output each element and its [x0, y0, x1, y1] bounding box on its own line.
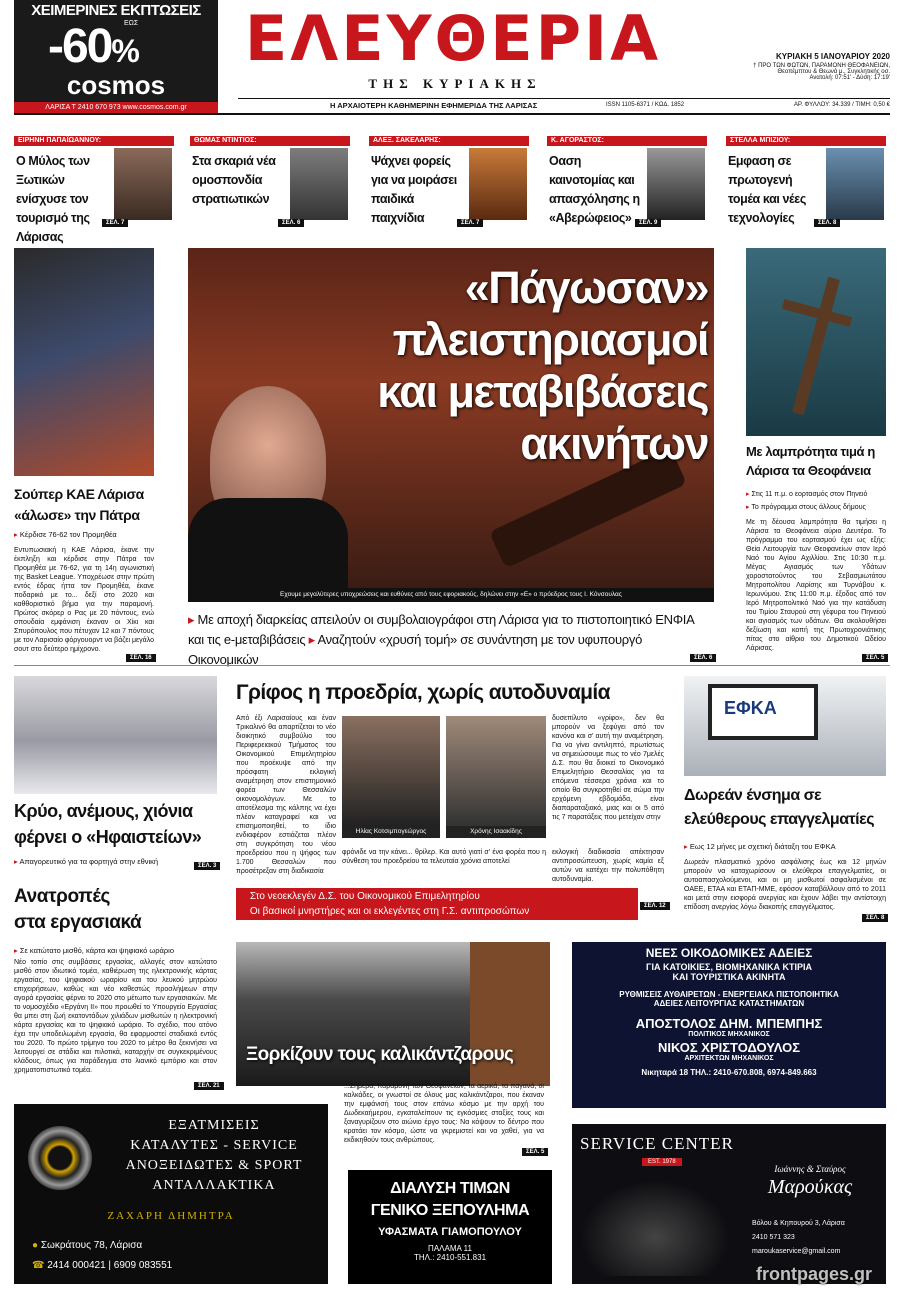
service-ad[interactable]: [572, 1124, 886, 1284]
main-headline-2: πλειστηριασμοί: [392, 314, 708, 365]
masthead-sun: Ανατολή: 07:51' - Δύση: 17:19': [809, 75, 890, 81]
parts-ad-text: [104, 1116, 324, 1196]
main-headline-4: ακινήτων: [520, 418, 708, 469]
right-story-body: Με τη δέουσα λαμπρότητα θα τιμήσει η Λάρισα τα Θεοφάνεια αύριο Δευτέρα. Το πρόγραμμα του εορτασμού έχει ως εξής: Θεία Λειτουργία των Θεοφανείων στον Ιερό Ναό του Αγίου Αχιλλίου. Στις 10:30 π.μ. Μέγας Αγιασμός των Υδάτων χοροστατούντος του Σεβασμιωτάτου Μητροπολίτου Λαρίσης και Τυρνάβου κ. Ιερωνύμου. Στις 11:00 π.μ. έξοδος από τον Ιερό Μητροπολιτικό Ναό για την κατάδυση του Τιμίου Σταυρού στη γέφυρα του Πηνειού και αγιασμός των υδάτων. Θα ακολουθήσει δεξίωση και κοπή της Πρωτοχρονιάτικης πίτας στο αίθριο του Δημοτικού Ωδείου Λάρισας.: [746, 519, 886, 652]
chamber-story-sel: ΣΕΛ. 12: [640, 902, 670, 910]
masthead-subtitle: ΤΗΣ ΚΥΡΙΑΚΗΣ: [368, 76, 542, 91]
main-headline: [300, 262, 708, 470]
fabric-ad-l1: ΔΙΑΛΥΣΗ ΤΙΜΩΝ: [390, 1180, 510, 1197]
tile-author: ΘΩΜΑΣ ΝΤΙΝΤΙΟΣ:: [190, 136, 350, 146]
chamber-strip-1: ▸ Στο νεοεκλεγέν Δ.Σ. του Οικονομικού Επιμελητηρίου: [242, 889, 632, 904]
main-story-sel: ΣΕΛ. 6: [690, 654, 716, 662]
top-tile-2[interactable]: [190, 136, 350, 228]
labour-title-2: στα εργασιακά: [14, 912, 142, 933]
efka-story-bullet: ▸ Εως 12 μήνες με σχετική διάταξη του ΕΦΚΑ: [684, 842, 836, 851]
top-tile-3[interactable]: [369, 136, 529, 228]
main-deck-3: ▸ Αναζητούν «χρυσή τομή» σε συνάντηση με τον υφυπουργό Οικονομικών: [188, 632, 642, 667]
fabric-ad[interactable]: [348, 1170, 552, 1284]
efka-story-title: Δωρεάν ένσημα σε ελεύθερους επαγγελματίες: [684, 787, 875, 828]
tile-title: Οαση καινοτομίας και απασχόλησης η «Αβερώφειος»: [549, 154, 640, 225]
section-rule-1: [14, 665, 890, 666]
chamber-person-1: Ηλίας Κοτσιμπογεώργος: [342, 826, 440, 838]
efka-story-sel: ΣΕΛ. 8: [862, 914, 888, 922]
snow-photo: [14, 676, 217, 794]
cosmos-ad-upto: ΕΩΣ: [124, 20, 139, 27]
service-ad-l1: SERVICE CENTER: [580, 1134, 734, 1153]
building-ad[interactable]: [572, 942, 886, 1108]
tile-photo: [469, 148, 527, 220]
tile-sel: ΣΕΛ. 6: [278, 219, 304, 227]
masthead-title: ΕΛΕΥΘΕΡΙΑ: [244, 2, 662, 75]
chamber-photo-2: [446, 716, 546, 826]
building-ad-r1: ΠΟΛΙΤΙΚΟΣ ΜΗΧΑΝΙΚΟΣ: [688, 1031, 770, 1038]
chamber-bottom-right: εκλογική διαδικασία απέκτησαν αντιπροσώπευση, χωρίς καμία εξ αυτών να κατέχει την πολυπόθητη αυτοδυναμία.: [552, 849, 664, 883]
tile-sel: ΣΕΛ. 8: [814, 219, 840, 227]
tile-title: Ο Μύλος των Ξωτικών ενίσχυσε τον τουρισμό της Λάρισας: [16, 154, 90, 244]
parts-ad-phone-row: [32, 1260, 172, 1271]
masthead-rule: [238, 98, 890, 99]
right-story-sel: ΣΕΛ. 5: [862, 654, 888, 662]
labour-story-title: [14, 884, 224, 936]
building-ad-l1: ΝΕΕΣ ΟΙΚΟΔΟΜΙΚΕΣ ΑΔΕΙΕΣ: [645, 946, 813, 960]
cross-vertical: [792, 277, 840, 415]
masthead-issn: ISSN 1105-6371 / ΚΩΔ. 1852: [606, 102, 685, 108]
left-story-bullet: ▸ Κέρδισε 76-62 τον Προμηθέα: [14, 530, 117, 539]
masthead-issue: ΑΡ. ΦΥΛΛΟΥ: 34.339 / ΤΙΜΗ: 0,50 €: [793, 102, 890, 108]
masthead-date: ΚΥΡΙΑΚΗ 5 ΙΑΝΟΥΑΡΙΟΥ 2020: [776, 52, 890, 61]
frontpages-watermark: frontpages.gr: [756, 1264, 873, 1284]
labour-story-bullet: ▸ Σε κατώτατο μισθό, κάρτα και ψηφιακό ωράριο: [14, 946, 174, 955]
chamber-photo-1: [342, 716, 440, 826]
parts-ad[interactable]: [14, 1104, 328, 1284]
chamber-strip-2: ▸ Οι βασικοί μνηστήρες και οι εκλεγέντες στη Γ.Σ. αντιπροσώπων: [242, 904, 632, 919]
masthead-tagline: Η ΑΡΧΑΙΟΤΕΡΗ ΚΑΘΗΜΕΡΙΝΗ ΕΦΗΜΕΡΙΔΑ ΤΗΣ ΛΑΡΙΣΑΣ: [330, 101, 538, 110]
tile-author: ΣΤΕΛΛΑ ΜΠΙΖΙΟΥ:: [726, 136, 886, 146]
location-icon: ●: [32, 1240, 39, 1251]
main-headline-1: «Πάγωσαν»: [464, 262, 708, 313]
building-ad-l2: ΓΙΑ ΚΑΤΟΙΚΙΕΣ, ΒΙΟΜΗΧΑΝΙΚΑ ΚΤΙΡΙΑ: [646, 962, 812, 972]
cosmos-ad-footer: ΛΑΡΙΣΑ Τ 2410 670 973 www.cosmos.com.gr: [14, 102, 218, 113]
service-ad-mail: maroukaservice@gmail.com: [752, 1248, 841, 1255]
fabric-ad-l2: ΓΕΝΙΚΟ ΞΕΠΟΥΛΗΜΑ: [370, 1202, 530, 1219]
main-photo-suit: [188, 498, 348, 588]
chamber-col-3: δυσεπίλυτο «γρίφο», δεν θα μπορούν να ξεφύγει από τον κανόνα και σ' αυτή την αναμέτρηση. Για να γίνει αντιληπτό, πρωτίστως να σημειώσουμε πως το νέο 7μελές Δ.Σ. που θα διοικεί το Οικονομικό Επιμελητήριο Θεσσαλίας για τα επόμενα τέσσερα χρόνια και το οποίο θα συγκροτηθεί σε σώμα την ερχόμενη εβδομάδα, είναι διαπαραταξιακό, μιας και οι 5 από τις 7 παρατάξεις που μετείχαν στην: [552, 715, 664, 821]
left-story-body: Εντυπωσιακή η ΚΑΕ Λάρισα, έκανε την έκπληξη και κέρδισε στην Πάτρα τον Προμηθέα με 76-62, για τη 14η αγωνιστική της Basket League. Υποχρέωσε στην πρώτη εντός έδρας ήττα τον Προμηθέα, έκανε ποδαρικό με το... δεξί στο 2020 και καθθοριστικό βήμα για την παραμονή. Πρώτος σκόρερ ο Ρας με 20 πόντους, ενώ σπουδαία εμφάνιση έκαναν οι Χίκι και Σπυρόπουλος που πέτυχαν 12 και 7 πόντους με τον Λαρισαίο φόργουορντ να βάζει μεγάλο σουτ στο δεύτερο ημίχρονο.: [14, 547, 154, 653]
parts-ad-l4: ΑΝΤΑΛΛΑΚΤΙΚΑ: [152, 1178, 276, 1193]
building-ad-r2: ΑΡΧΙΤΕΚΤΩΝ ΜΗΧΑΝΙΚΟΣ: [684, 1055, 774, 1062]
parts-ad-addr: Σωκράτους 78, Λάρισα: [40, 1240, 143, 1251]
main-caption: Εχουμε μεγαλύτερες υποχρεώσεις και ευθύνες από τους εφοριακούς, δηλώνει στην «Ε» ο πρόεδρος τους Ι. Κόνσουλας: [188, 588, 714, 602]
fabric-ad-l3: ΥΦΑΣΜΑΤΑ ΓΙΑΜΟΠΟΥΛΟΥ: [378, 1226, 522, 1238]
labour-title-1: Ανατροπές: [14, 886, 110, 907]
cosmos-ad-percent: %: [111, 33, 138, 69]
chamber-story-title: Γρίφος η προεδρία, χωρίς αυτοδυναμία: [236, 681, 610, 704]
masthead-saint-1: † ΠΡΟ ΤΩΝ ΦΩΤΩΝ, ΠΑΡΑΜΟΝΗ ΘΕΟΦΑΝΕΙΩΝ,: [753, 63, 890, 69]
car-icon: [580, 1180, 730, 1276]
building-ad-l4: ΡΥΘΜΙΣΕΙΣ ΑΥΘΑΙΡΕΤΩΝ - ΕΝΕΡΓΕΙΑΚΑ ΠΙΣΤΟΠΟΙΗΤΙΚΑ: [619, 990, 839, 999]
service-ad-names: Ιωάννης & Σταύρος: [774, 1164, 846, 1174]
parts-ad-l3: ΑΝΟΞΕΙΔΩΤΕΣ & SPORT: [125, 1158, 303, 1173]
service-ad-brand: Μαρούκας: [767, 1176, 853, 1198]
chamber-col-1: Από έξι Λαρισαίους και έναν Τρικαλινό θα απαρτίζεται το νέο διοικητικό συμβούλιο του Περιφερειακού Τμήματος του Οικονομικού Επιμελητηρίου που προέκυψε από την πρόσφατη εκλογική αναμέτρηση στον επιστημονικό φορέα των Θεσσαλών οικονομολόγων. Με το αποτέλεσμα της κάλπης να έχει πλέον καταγραφεί και να επισημοποιηθεί, το ίδιο ενδιαφέρον εστιάζεται πλέον στη συγκρότηση του νέου προεδρείου που η ψήφος των 1.700 Θεσσαλών που προσέτρεξαν στη διαδικασία: [236, 715, 336, 875]
building-ad-l3: ΚΑΙ ΤΟΥΡΙΣΤΙΚΑ ΑΚΙΝΗΤΑ: [672, 972, 786, 982]
cosmos-ad[interactable]: [14, 0, 218, 113]
building-ad-n2: ΝΙΚΟΣ ΧΡΙΣΤΟΔΟΥΛΟΣ: [657, 1040, 800, 1055]
efka-photo: [684, 676, 886, 776]
parts-ad-addr-row: [32, 1240, 142, 1251]
parts-ad-l2: ΚΑΤΑΛΥΤΕΣ - SERVICE: [130, 1138, 298, 1153]
service-ad-est: EST. 1978: [642, 1158, 682, 1166]
parts-ad-l1: ΕΞΑΤΜΙΣΕΙΣ: [168, 1118, 260, 1133]
right-story-bullet-1: ▸ Στις 11 π.μ. ο εορτασμός στον Πηνειό: [746, 490, 867, 498]
cosmos-ad-brand: cosmos: [66, 70, 166, 100]
building-ad-n1: ΑΠΟΣΤΟΛΟΣ ΔΗΜ. ΜΠΕΜΠΗΣ: [635, 1016, 823, 1031]
labour-story-sel: ΣΕΛ. 21: [194, 1082, 224, 1090]
main-deck-1: ▸ Με αποχή διαρκείας απειλούν οι συμβολαιογράφοι στη Λάρισα για το πιστοποιητικό ΕΝΦΙΑ: [188, 610, 714, 630]
parts-ad-phone: 2414 000421 | 6909 083551: [47, 1260, 173, 1271]
tile-photo: [114, 148, 172, 220]
left-story-title: Σούπερ ΚΑΕ Λάρισα «άλωσε» την Πάτρα: [14, 486, 144, 523]
main-deck-line-2: [188, 630, 714, 670]
service-ad-phone: 2410 571 323: [752, 1234, 795, 1241]
tile-sel: ΣΕΛ. 7: [102, 219, 128, 227]
tile-photo: [290, 148, 348, 220]
tile-title: Εμφαση σε πρωτογενή τομέα και νέες τεχνολογίες: [728, 154, 806, 225]
fabric-ad-l5: ΤΗΛ.: 2410-551.831: [413, 1253, 487, 1262]
fabric-ad-l4: ΠΑΛΑΜΑ 11: [428, 1244, 472, 1253]
chamber-strip: [236, 888, 638, 920]
cosmos-ad-discount-wrap: [48, 22, 138, 76]
efka-story-body: Δωρεάν πλασματικό χρόνο ασφάλισης έως και 12 μηνών μπορούν να καταχωρίσουν οι ελεύθεροι επαγγελματίες, οι αυτοαπασχολούμενοι, και οι μη μισθωτοί ασφαλισμένοι σε ΟΑΕΕ, ΕΤΑΑ και ΕΤΑΠ-ΜΜΕ, εφόσον καταβάλλουν από το 2011 και μετά στην εισφορά ανεργίας και έχουν λάβει την αντίστοιχη επίδοση ανεργίας λόγω διακοπής επαγγέλματος.: [684, 859, 886, 911]
kalikantzaroi-title: Ξορκίζουν τους καλικάντζαρους: [246, 1044, 514, 1065]
chamber-person-2: Χρόνης Ισαακίδης: [446, 826, 546, 838]
masthead-saint-2: Θεοπέμπτου & Θεωνά μ., Συγκλητικής οσ.: [777, 69, 890, 75]
snow-story-bullet: ▸ Απαγορευτικό για τα φορτηγά στην εθνική: [14, 857, 158, 866]
cosmos-ad-line1: ΧΕΙΜΕΡΙΝΕΣ ΕΚΠΤΩΣΕΙΣ: [31, 2, 201, 19]
top-tile-4[interactable]: [547, 136, 707, 228]
tile-sel: ΣΕΛ. 7: [457, 219, 483, 227]
cosmos-ad-discount: -60: [48, 20, 112, 73]
building-ad-addr: Νικηταρά 18 ΤΗΛ.: 2410-670.808, 6974-849.663: [641, 1068, 817, 1077]
tile-author: ΑΛΕΞ. ΣΑΚΕΛΑΡΗΣ:: [369, 136, 529, 146]
tile-author: Κ. ΑΓΟΡΑΣΤΟΣ:: [547, 136, 707, 146]
top-tile-5[interactable]: [726, 136, 886, 228]
main-deck-2: και τις e-μεταβιβάσεις: [188, 632, 306, 647]
chamber-bottom-mid: φρόνιδε να την κάνει... θρίλερ. Και αυτό γιατί σ' ένα φορέα που η σύνθεση του προεδρείου τα τελευταία χρόνια αποτελεί: [342, 849, 546, 865]
tile-title: Στα σκαριά νέα ομοσπονδία στρατιωτικών: [192, 154, 276, 206]
main-headline-3: και μεταβιβάσεις: [377, 366, 708, 417]
snow-story-title: Κρύο, ανέμους, χιόνια φέρνει ο «Ηφαιστείων»: [14, 801, 202, 847]
cross-photo: [746, 248, 886, 436]
exhaust-icon: [28, 1126, 92, 1190]
tile-sel: ΣΕΛ. 9: [635, 219, 661, 227]
snow-story-sel: ΣΕΛ. 3: [194, 862, 220, 870]
building-ad-l5: ΑΔΕΙΕΣ ΛΕΙΤΟΥΡΓΙΑΣ ΚΑΤΑΣΤΗΜΑΤΩΝ: [653, 999, 805, 1008]
tile-title: Ψάχνει φορείς για να μοιράσει παιδικά παιχνίδια: [371, 154, 457, 225]
masthead-rule-bottom: [14, 113, 890, 115]
tile-photo: [826, 148, 884, 220]
kalikantzaroi-body: ...Σήμερα, παραμονή των Θεοφανείων, τα αερικά, τα παγανά, οι καλκάδες, οι γνωστοί σε όλους μας καλικάντζαροι, που έκαναν την εμφάνισή τους στον επάνω κόσμο με την αρχή του Δωδεκαήμερου, εγκαταλείπουν τις εγκόσμιες σταξίες τους και ξαναγυρίζουν στο αιώνιο έργο τους: Να κόψουν το δέντρο που κρατάει τον κόσμο, ώστε να γκρεμιστεί και να χαθεί, για να εκδικηθούν τους ανθρώπους.: [344, 1083, 544, 1144]
tile-photo: [647, 148, 705, 220]
basketball-photo: [14, 248, 154, 476]
left-story-sel: ΣΕΛ. 16: [126, 654, 156, 662]
right-story-title: Με λαμπρότητα τιμά η Λάρισα τα Θεοφάνεια: [746, 444, 875, 478]
top-tile-1[interactable]: [14, 136, 174, 244]
masthead-info: [700, 52, 890, 81]
parts-ad-name: ΖΑΧΑΡΗ ΔΗΜΗΤΡΑ: [107, 1210, 235, 1222]
kalikantzaroi-sel: ΣΕΛ. 5: [522, 1148, 548, 1156]
tile-author: ΕΙΡΗΝΗ ΠΑΠΑΪΩΑΝΝΟΥ:: [14, 136, 174, 146]
main-deck: [188, 610, 714, 670]
phone-icon: ☎: [32, 1260, 45, 1271]
service-ad-addr: Βόλου & Κηπουρού 3, Λάρισα: [752, 1220, 845, 1227]
labour-story-body: Νέο τοπίο στις συμβάσεις εργασίας, αλλαγές στον κατώτατο μισθό στον ιδιωτικό τομέα, καθιέρωση της ηλεκτρονικής κάρτας εργασίας, του ψηφιακού ωραρίου και του λευκού μητρώου επιχειρήσεων, καθώς και νέο καθεστώς προσλήψεων στην αγορά εργασίας φέρνει το 2020 στο μέτωπο των εργασιακών. Με το νομοσχέδιο «Εργάνη ΙΙ» που προωθεί το Υπουργείο Εργασίας θα μπει στη ζωή εκατοντάδων χιλιάδων μισθωτών η ηλεκτρονική κάρτα εργασίας και το ψηφιακό ωράριο. Το σχέδιο, που ατόνο έχει την υποδειλωμένη εργασία, θα εφαρμοστεί σταδιακά εντός του 2020. Το πρώτο τρίμηνο του 2020 το μέτρο θα ξεκινήσει να λειτουργεί σε στάδια και πιλοτικά, καταρχήν σε συγκεκριμένους κλάδους, όπως για παράδειγμα στο λιανικό εμπόριο και στον χρηματοπιστωτικό τομέα.: [14, 959, 217, 1074]
right-story-bullet-2: ▸ Το πρόγραμμα στους άλλους δήμους: [746, 503, 866, 511]
efka-logo: ΕΦΚΑ: [724, 698, 777, 718]
